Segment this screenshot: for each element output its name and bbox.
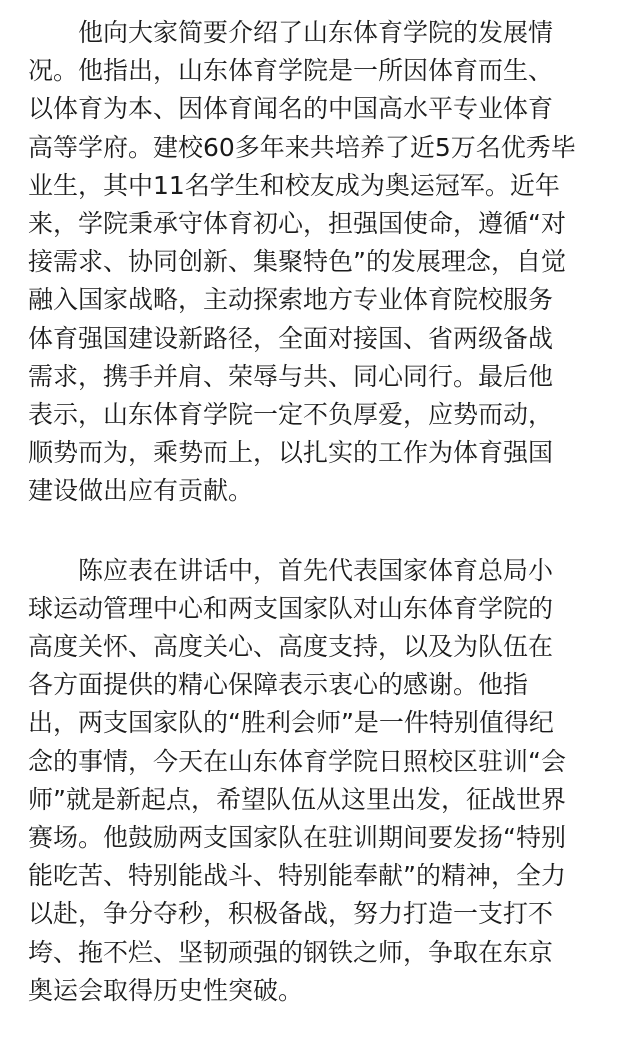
paragraph-line: 体育强国建设新路径，全面对接国、省两级备战 <box>28 323 554 353</box>
paragraph-line: 以体育为本、因体育闻名的中国高水平专业体育 <box>28 94 554 124</box>
paragraph-line: 师”就是新起点，希望队伍从这里出发，征战世界 <box>28 784 566 814</box>
paragraph-2 <box>28 552 612 1010</box>
paragraph-line: 融入国家战略，主动探索地方专业体育院校服务 <box>28 285 554 315</box>
paragraph-line: 球运动管理中心和两支国家队对山东体育学院的 <box>28 593 554 623</box>
paragraph-line: 需求，携手并肩、荣辱与共、同心同行。最后他 <box>28 361 554 391</box>
paragraph-line: 来，学院秉承守体育初心，担强国使命，遵循“对 <box>28 209 566 239</box>
paragraph-line: 奥运会取得历史性突破。 <box>28 975 304 1005</box>
paragraph-line: 陈应表在讲话中，首先代表国家体育总局小 <box>78 555 554 585</box>
paragraph-line: 高等学府。建校60多年来共培养了近5万名优秀毕 <box>28 132 576 162</box>
paragraph-line: 以赴，争分夺秒，积极备战，努力打造一支打不 <box>28 899 554 929</box>
article-body <box>28 14 612 1010</box>
paragraph-line: 念的事情，今天在山东体育学院日照校区驻训“会 <box>28 746 566 776</box>
paragraph-line: 高度关怀、高度关心、高度支持，以及为队伍在 <box>28 632 554 662</box>
paragraph-spacer <box>28 511 612 552</box>
paragraph-line: 能吃苦、特别能战斗、特别能奉献”的精神，全力 <box>28 861 566 891</box>
paragraph-line: 况。他指出，山东体育学院是一所因体育而生、 <box>28 56 554 86</box>
paragraph-line: 业生，其中11名学生和校友成为奥运冠军。近年 <box>28 170 560 200</box>
paragraph-line: 表示，山东体育学院一定不负厚爱，应势而动， <box>28 400 554 430</box>
paragraph-line: 垮、拖不烂、坚韧顽强的钢铁之师，争取在东京 <box>28 937 554 967</box>
paragraph-line: 赛场。他鼓励两支国家队在驻训期间要发扬“特别 <box>28 823 566 853</box>
paragraph-line: 接需求、协同创新、集聚特色”的发展理念，自觉 <box>28 247 566 277</box>
paragraph-line: 各方面提供的精心保障表示衷心的感谢。他指 <box>28 670 529 700</box>
paragraph-line: 出，两支国家队的“胜利会师”是一件特别值得纪 <box>28 708 554 738</box>
paragraph-1 <box>28 14 612 511</box>
paragraph-line: 顺势而为，乘势而上，以扎实的工作为体育强国 <box>28 438 554 468</box>
paragraph-line: 他向大家简要介绍了山东体育学院的发展情 <box>78 18 554 47</box>
paragraph-line: 建设做出应有贡献。 <box>28 476 254 506</box>
